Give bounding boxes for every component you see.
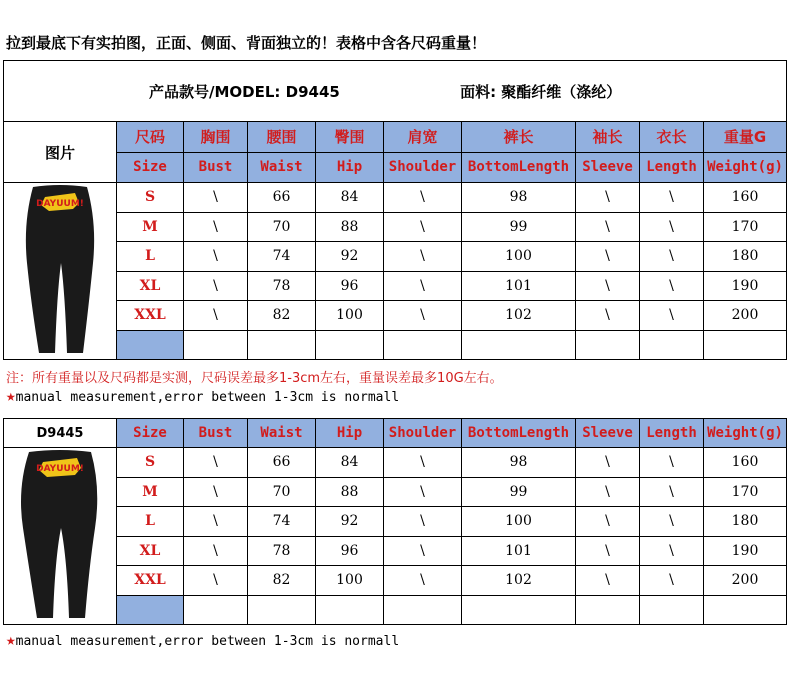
table-cell: \: [640, 183, 704, 213]
size-table-2: [3, 418, 787, 625]
size-cell: L: [117, 507, 184, 537]
leggings-graphic-text: DAYUUM!: [35, 464, 84, 474]
table-cell: \: [576, 242, 640, 272]
table-cell: \: [576, 212, 640, 242]
table-cell: \: [384, 183, 462, 213]
table-row: [4, 242, 787, 272]
header-en-bust: Bust: [184, 419, 248, 448]
table-cell: 100: [316, 566, 384, 596]
table-cell: 101: [462, 271, 576, 301]
table-cell: \: [576, 271, 640, 301]
note-en-text: manual measurement,error between 1-3cm is normall: [15, 390, 400, 405]
header-en-hip: Hip: [316, 419, 384, 448]
size-cell: XXL: [117, 301, 184, 331]
header-cn-length: 衣长: [640, 122, 704, 153]
table-cell: \: [184, 212, 248, 242]
table-cell: \: [576, 507, 640, 537]
table-cell: \: [640, 507, 704, 537]
table-cell: \: [384, 301, 462, 331]
table-cell: 92: [316, 507, 384, 537]
note-en-bottom-text: manual measurement,error between 1-3cm is normall: [15, 634, 400, 649]
empty-size-cell: [117, 330, 184, 360]
product-image: [4, 448, 117, 625]
table-cell: \: [640, 536, 704, 566]
table-cell: 88: [316, 477, 384, 507]
table-row: [4, 507, 787, 537]
empty-cell: [384, 330, 462, 360]
table-cell: \: [184, 271, 248, 301]
table-cell: 99: [462, 477, 576, 507]
table-cell: 180: [704, 507, 787, 537]
table-cell: 66: [248, 183, 316, 213]
header-en-weight: Weight(g): [704, 419, 787, 448]
product-image: [4, 183, 117, 360]
size-cell: XL: [117, 536, 184, 566]
table-cell: 200: [704, 301, 787, 331]
table-cell: \: [576, 301, 640, 331]
table-cell: 160: [704, 183, 787, 213]
table-cell: 200: [704, 566, 787, 596]
leggings-graphic-text: DAYUUM!: [35, 199, 84, 209]
header-en-waist: Waist: [248, 419, 316, 448]
table-cell: 88: [316, 212, 384, 242]
empty-cell: [462, 595, 576, 625]
size-cell: L: [117, 242, 184, 272]
model-label: 产品款号/MODEL: D9445: [149, 82, 340, 101]
size-cell: XXL: [117, 566, 184, 596]
table-cell: \: [640, 271, 704, 301]
header-en-bottom-length: BottomLength: [462, 419, 576, 448]
table-cell: 84: [316, 183, 384, 213]
table-cell: 170: [704, 477, 787, 507]
table-cell: \: [576, 566, 640, 596]
table-row-empty: [4, 595, 787, 625]
table-cell: \: [576, 448, 640, 478]
header-en-size: Size: [117, 419, 184, 448]
table-cell: \: [640, 448, 704, 478]
table-cell: 99: [462, 212, 576, 242]
table-cell: \: [640, 242, 704, 272]
table-cell: 98: [462, 183, 576, 213]
table-cell: 82: [248, 566, 316, 596]
model-fabric-row: [4, 61, 787, 122]
empty-cell: [184, 595, 248, 625]
table-cell: 82: [248, 301, 316, 331]
header-en-bottom-length: BottomLength: [462, 152, 576, 183]
header-cn-shoulder: 肩宽: [384, 122, 462, 153]
header-en-waist: Waist: [248, 152, 316, 183]
table-cell: \: [640, 566, 704, 596]
empty-cell: [462, 330, 576, 360]
table-cell: 101: [462, 536, 576, 566]
fabric-label: 面料: 聚酯纤维（涤纶）: [460, 82, 622, 101]
empty-cell: [576, 330, 640, 360]
top-note: 拉到最底下有实拍图，正面、侧面、背面独立的！表格中含各尺码重量！: [6, 34, 487, 52]
table-row: [4, 536, 787, 566]
table-cell: 96: [316, 271, 384, 301]
table-cell: \: [384, 507, 462, 537]
table-cell: \: [184, 477, 248, 507]
table-cell: \: [640, 477, 704, 507]
star-icon: ★: [6, 386, 16, 405]
header-en-length: Length: [640, 152, 704, 183]
leggings-image: [5, 448, 116, 620]
header-en-sleeve: Sleeve: [576, 152, 640, 183]
table-cell: \: [184, 448, 248, 478]
empty-cell: [384, 595, 462, 625]
header-cn-hip: 臀围: [316, 122, 384, 153]
size-cell: XL: [117, 271, 184, 301]
table-cell: 170: [704, 212, 787, 242]
table-cell: 84: [316, 448, 384, 478]
table-cell: 100: [462, 242, 576, 272]
empty-cell: [316, 595, 384, 625]
table-cell: \: [184, 242, 248, 272]
image-label-cell: 图片: [4, 122, 117, 183]
header-en-hip: Hip: [316, 152, 384, 183]
table-cell: \: [384, 271, 462, 301]
size-cell: S: [117, 448, 184, 478]
empty-cell: [640, 595, 704, 625]
table-cell: 100: [316, 301, 384, 331]
header-en-size: Size: [117, 152, 184, 183]
size-cell: M: [117, 477, 184, 507]
table-cell: 78: [248, 271, 316, 301]
table-row: [4, 212, 787, 242]
table-cell: 160: [704, 448, 787, 478]
empty-cell: [316, 330, 384, 360]
empty-cell: [576, 595, 640, 625]
table-row: [4, 271, 787, 301]
size-cell: S: [117, 183, 184, 213]
header-en-shoulder: Shoulder: [384, 152, 462, 183]
table-cell: \: [640, 212, 704, 242]
header-en-length: Length: [640, 419, 704, 448]
empty-cell: [248, 330, 316, 360]
table-cell: \: [576, 183, 640, 213]
table-cell: \: [576, 477, 640, 507]
table-cell: \: [384, 477, 462, 507]
size-cell: M: [117, 212, 184, 242]
header-cn-bottom-length: 裤长: [462, 122, 576, 153]
table-cell: 180: [704, 242, 787, 272]
table-cell: \: [384, 212, 462, 242]
header-en-shoulder: Shoulder: [384, 419, 462, 448]
table-cell: 102: [462, 566, 576, 596]
model-code-cell: D9445: [4, 419, 117, 448]
leggings-image: [5, 183, 116, 355]
table-cell: 78: [248, 536, 316, 566]
header-cn-bust: 胸围: [184, 122, 248, 153]
table-cell: \: [384, 448, 462, 478]
table-cell: \: [384, 536, 462, 566]
star-icon: ★: [6, 630, 16, 649]
note-cn: 注：所有重量以及尺码都是实测，尺码误差最多1-3cm左右，重量误差最多10G左右。: [6, 371, 503, 386]
table-cell: \: [184, 183, 248, 213]
empty-cell: [704, 330, 787, 360]
empty-cell: [640, 330, 704, 360]
table-cell: 66: [248, 448, 316, 478]
table-cell: \: [384, 242, 462, 272]
table-cell: 70: [248, 477, 316, 507]
header-cn-sleeve: 袖长: [576, 122, 640, 153]
header-en-weight: Weight(g): [704, 152, 787, 183]
empty-cell: [704, 595, 787, 625]
table-row-empty: [4, 330, 787, 360]
table-row: [4, 448, 787, 478]
empty-cell: [184, 330, 248, 360]
table-cell: 74: [248, 507, 316, 537]
table-cell: \: [184, 507, 248, 537]
table-cell: 98: [462, 448, 576, 478]
header-en-sleeve: Sleeve: [576, 419, 640, 448]
table-cell: \: [184, 301, 248, 331]
table-row: [4, 183, 787, 213]
table-cell: 190: [704, 271, 787, 301]
table-cell: \: [184, 536, 248, 566]
note-en: [6, 386, 399, 405]
table-cell: 96: [316, 536, 384, 566]
header-cn-weight: 重量G: [704, 122, 787, 153]
note-en-bottom: [6, 630, 399, 649]
empty-size-cell: [117, 595, 184, 625]
table-row: [4, 477, 787, 507]
table-cell: 70: [248, 212, 316, 242]
table-row: [4, 301, 787, 331]
table-cell: 102: [462, 301, 576, 331]
table-row: [4, 566, 787, 596]
table-cell: 190: [704, 536, 787, 566]
header-cn-waist: 腰围: [248, 122, 316, 153]
table-cell: \: [576, 536, 640, 566]
header-cn-size: 尺码: [117, 122, 184, 153]
header-en-bust: Bust: [184, 152, 248, 183]
size-table-1: [3, 60, 787, 360]
table-cell: \: [384, 566, 462, 596]
table-cell: 100: [462, 507, 576, 537]
table-cell: \: [640, 301, 704, 331]
table-cell: 92: [316, 242, 384, 272]
empty-cell: [248, 595, 316, 625]
table-cell: \: [184, 566, 248, 596]
table-cell: 74: [248, 242, 316, 272]
